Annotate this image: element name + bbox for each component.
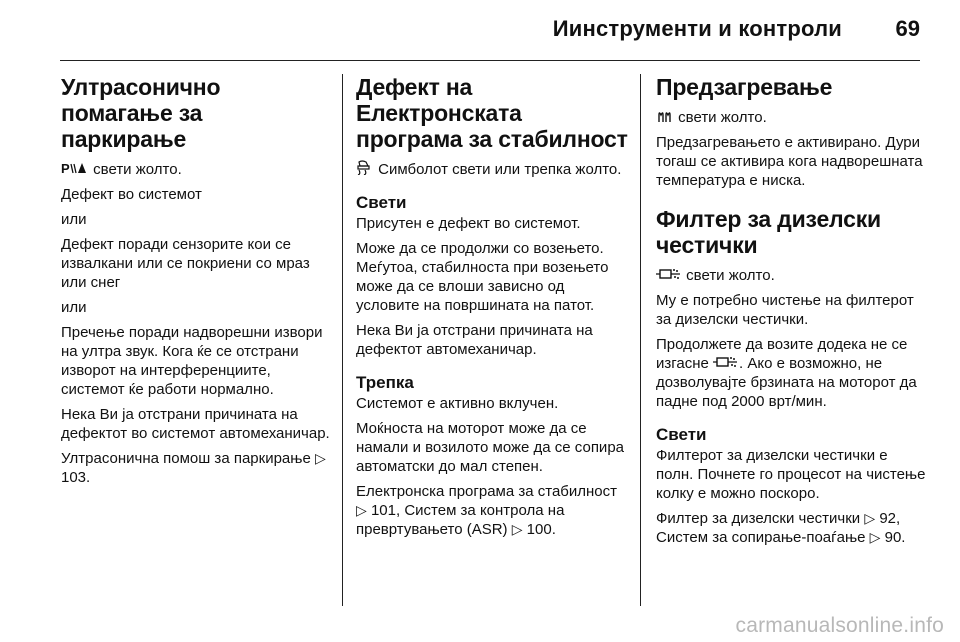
diesel-particulate-filter-icon [713, 355, 737, 369]
glow-plug-icon [656, 109, 672, 123]
column-preheat-dpf [656, 74, 926, 553]
parking-assist-status [61, 160, 331, 179]
page-ref-arrow-icon: ▷ [356, 502, 367, 518]
esp-flash-subheading: Трепка [356, 373, 414, 392]
esp-ref-1[interactable]: 101, Систем за контрола на превртувањето (ASR) [356, 502, 565, 538]
parking-assist-heading: Ултрасонично помагање за паркирање [61, 74, 221, 152]
esp-flash-p2: Моќноста на моторот може да се намали и возилото може да се сопира автоматски до мал степен. [356, 420, 625, 475]
parking-assist-p1: Дефект во системот [61, 186, 202, 203]
parking-assist-p3: Дефект поради сензорите кои се извалкани или се покриени со мраз или снег [61, 236, 310, 291]
header-rule [60, 60, 920, 61]
parking-assist-p6: Нека Ви ја отстрани причината на дефектот во системот автомеханичар. [61, 406, 330, 442]
esp-lit-subheading: Свети [356, 193, 407, 212]
esp-status [356, 160, 631, 179]
column-esp-fault [356, 74, 631, 545]
dpf-p2-a: Продолжете да возите додека не се изгасне [656, 336, 908, 372]
parking-assist-p5: Пречење поради надворешни извори на ултра звук. Кога ќе се отстрани изворот на интерференциите, системот ќе работи нормално. [61, 324, 323, 398]
esp-lit-p2: Може да се продолжи со возењето. Меѓутоа, стабилноста при возењето може да се влоши зависно од условите на површината на патот. [356, 240, 609, 314]
parking-sensor-icon [61, 161, 87, 175]
dpf-status-text: свети жолто. [686, 267, 775, 284]
esp-ref-2[interactable]: 100. [526, 521, 556, 538]
esp-reference [356, 482, 631, 539]
preheat-p1: Предзагревањето е активирано. Дури тогаш се активира кога надворешната температура е ниска. [656, 134, 923, 189]
column-divider-1 [342, 74, 343, 606]
dpf-lit-p1: Филтерот за дизелски честички е полн. Почнете го процесот на чистење колку е можно поскоро. [656, 447, 926, 502]
parking-assist-ref-page[interactable]: 103. [61, 469, 91, 486]
preheat-status [656, 108, 926, 127]
page-header [0, 0, 960, 60]
esp-skid-car-icon [356, 160, 372, 175]
esp-fault-heading: Дефект на Електронската програма за стабилност [356, 74, 628, 152]
page-ref-arrow-icon: ▷ [314, 450, 326, 466]
page-ref-arrow-icon: ▷ [864, 510, 876, 526]
esp-ref-text: Електронска програма за стабилност [356, 483, 618, 500]
dpf-p2-b: . Ако е возможно, не дозволувајте брзината на моторот да падне под 2000 врт/мин. [656, 355, 917, 410]
dpf-heading: Филтер за дизелски честички [656, 206, 881, 258]
dpf-ref-text: Филтер за дизелски честички [656, 510, 861, 527]
dpf-ref-1[interactable]: 92, Систем за сопирање-поаѓање [656, 510, 901, 546]
parking-assist-p2: или [61, 211, 87, 228]
esp-lit-p1: Присутен е дефект во системот. [356, 215, 581, 232]
dpf-status [656, 266, 926, 285]
page-ref-arrow-icon: ▷ [869, 529, 881, 545]
watermark: carmanualsonline.info [735, 614, 944, 637]
header-title: Иинструменти и контроли [552, 16, 842, 41]
esp-status-text: Симболот свети или трепка жолто. [378, 161, 622, 178]
parking-assist-ref-text: Ултрасонична помош за паркирање [61, 450, 311, 467]
parking-assist-p4: или [61, 299, 87, 316]
page-number: 69 [895, 16, 920, 41]
column-parking-assist [61, 74, 331, 493]
page-ref-arrow-icon: ▷ [511, 521, 523, 537]
preheat-status-text: свети жолто. [678, 109, 767, 126]
dpf-p2 [656, 335, 926, 411]
dpf-ref-2[interactable]: 90. [884, 529, 906, 546]
dpf-reference [656, 509, 926, 547]
diesel-particulate-filter-icon [656, 267, 680, 281]
preheat-heading: Предзагревање [656, 74, 833, 100]
parking-assist-reference [61, 449, 331, 487]
esp-lit-p3: Нека Ви ја отстрани причината на дефектот автомеханичар. [356, 322, 593, 358]
column-divider-2 [640, 74, 641, 606]
esp-flash-p1: Системот е активно вклучен. [356, 395, 559, 412]
parking-assist-status-text: свети жолто. [93, 161, 182, 178]
dpf-p1: Му е потребно чистење на филтерот за дизелски честички. [656, 292, 914, 328]
dpf-lit-subheading: Свети [656, 425, 707, 444]
svg-text:P: P [61, 161, 70, 175]
